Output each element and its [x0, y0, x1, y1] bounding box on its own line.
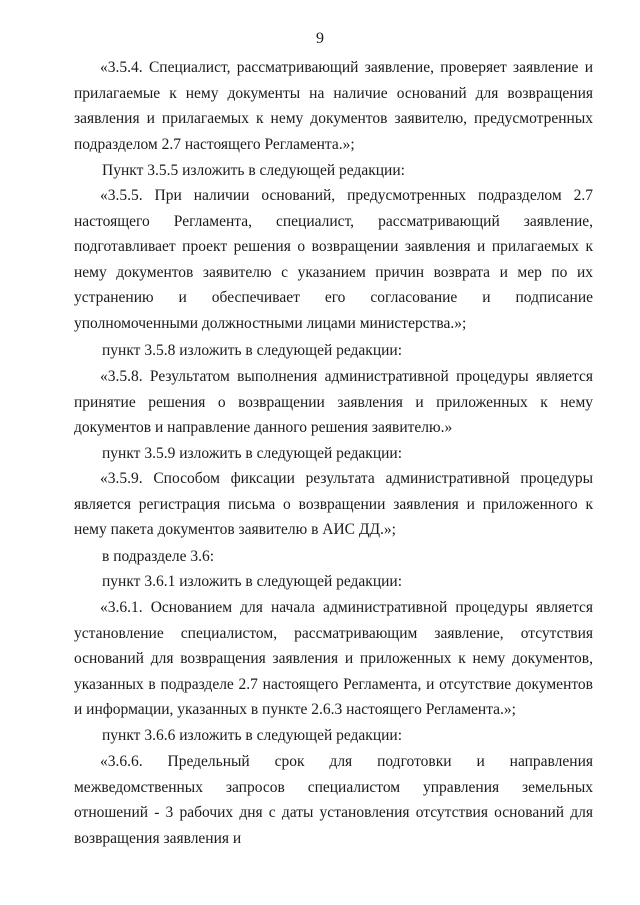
page-number: 9: [316, 30, 324, 47]
paragraph-3-5-8: «3.5.8. Результатом выполнения административной процедуры является принятие решения о возвращении заявления и приложенных к нему документов и направление данного решения заявителю.»: [74, 368, 593, 437]
paragraph-3-5-9: «3.5.9. Способом фиксации результата административной процедуры является регистрация письма о возвращении заявления и приложенного к нему пакета документов заявителю в АИС ДД.»;: [74, 470, 593, 539]
paragraph-3-6-1: «3.6.1. Основанием для начала административной процедуры является установление специалистом, рассматривающим заявление, отсутствия оснований для возвращения заявления и приложенных к нему документов, указанных в подразделе 2.7 настоящего Регламента, и отсутствие документов и информации, указанных в пункте 2.6.3 настоящего Регламента.»;: [74, 599, 593, 719]
subsection-3-6: в подразделе 3.6:: [102, 548, 215, 565]
instruction-3-5-9: пункт 3.5.9 изложить в следующей редакции:: [102, 445, 403, 462]
instruction-3-5-5: Пункт 3.5.5 изложить в следующей редакции:: [102, 162, 405, 179]
paragraph-3-6-6: «3.6.6. Предельный срок для подготовки и направления межведомственных запросов специалистом управления земельных отношений - 3 рабочих дня с даты установления отсутствия оснований для возвращения заявления и: [74, 753, 593, 847]
paragraph-3-5-5: «3.5.5. При наличии оснований, предусмотренных подразделом 2.7 настоящего Регламента, специалист, рассматривающий заявление, подготавливает проект решения о возвращении заявления и прилагаемых к нему документов заявителю с указанием причин возврата и мер по их устранению и обеспечивает его согласование и подписание уполномоченными должностными лицами министерства.»;: [74, 187, 593, 332]
instruction-3-5-8: пункт 3.5.8 изложить в следующей редакции:: [102, 342, 403, 359]
paragraph-3-5-4: «3.5.4. Специалист, рассматривающий заявление, проверяет заявление и прилагаемые к нему документы на наличие оснований для возвращения заявления и прилагаемых к нему документов заявителю, предусмотренных подразделом 2.7 настоящего Регламента.»;: [74, 59, 593, 153]
instruction-3-6-6: пункт 3.6.6 изложить в следующей редакции:: [102, 727, 403, 744]
instruction-3-6-1: пункт 3.6.1 изложить в следующей редакции:: [102, 573, 403, 590]
